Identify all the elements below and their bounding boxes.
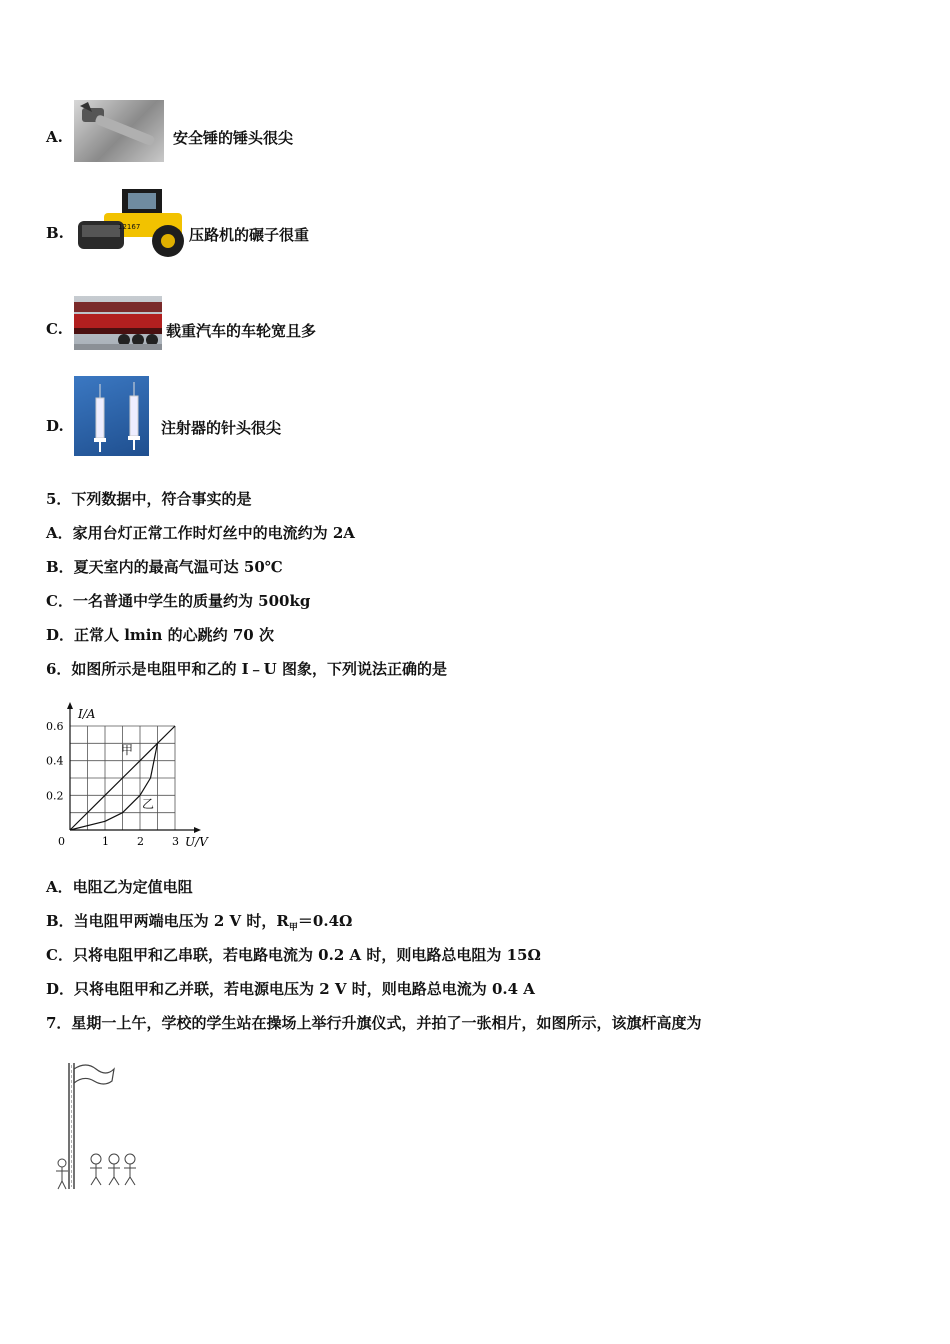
q6-option-d: D．只将电阻甲和乙并联，若电源电压为 2 V 时，则电路总电流为 0.4 A (46, 980, 535, 998)
option-label: B. (46, 224, 64, 242)
origin-label: 0 (58, 835, 65, 848)
option-text: 注射器的针头很尖 (161, 419, 282, 437)
option-text: 安全锤的锤头很尖 (173, 129, 294, 147)
y-axis-arrow (67, 702, 73, 709)
x-axis-arrow (194, 827, 201, 833)
y-tick-label: 0.2 (46, 789, 64, 803)
q7-stem: 7．星期一上午，学校的学生站在操场上举行升旗仪式，并拍了一张相片，如图所示，该旗杆高度为 (46, 1014, 702, 1032)
option-label: C. (46, 320, 63, 338)
flagpole-sketch (52, 1055, 144, 1195)
q6-option-b-text: B．当电阻甲两端电压为 2 V 时，R (46, 912, 289, 930)
heavy-truck-photo (74, 296, 162, 350)
y-axis-label: I/A (78, 707, 96, 721)
option-text: 载重汽车的车轮宽且多 (166, 322, 317, 340)
option-label: D. (46, 417, 64, 435)
q6-option-a: A．电阻乙为定值电阻 (46, 878, 193, 896)
q5-stem: 5．下列数据中，符合事实的是 (46, 490, 252, 508)
q6-option-b-subscript: 甲 (288, 923, 298, 933)
q5-option-c: C．一名普通中学生的质量约为 500kg (46, 592, 311, 610)
iu-graph (40, 700, 220, 855)
svg-text:12167: 12167 (118, 223, 141, 231)
q6-stem: 6．如图所示是电阻甲和乙的 I﹣U 图象，下列说法正确的是 (46, 660, 447, 678)
series-label-jia: 甲 (121, 743, 134, 757)
x-tick-label: 3 (172, 835, 179, 848)
option-text: 压路机的碾子很重 (189, 226, 310, 244)
q5-option-a: A．家用台灯正常工作时灯丝中的电流约为 2A (46, 524, 355, 542)
x-tick-label: 2 (137, 835, 144, 848)
x-tick-label: 1 (102, 835, 109, 848)
q6-option-b-value: ＝0.4Ω (297, 912, 353, 930)
option-label: A. (46, 128, 63, 146)
q6-option-b (46, 910, 352, 933)
q6-option-c: C．只将电阻甲和乙串联，若电路电流为 0.2 A 时，则电路总电阻为 15Ω (46, 946, 541, 964)
safety-hammer-photo (74, 100, 164, 162)
y-tick-label: 0.6 (46, 720, 64, 733)
q5-option-b: B．夏天室内的最高气温可达 50℃ (46, 558, 283, 576)
q5-option-d: D．正常人 lmin 的心跳约 70 次 (46, 626, 274, 644)
syringe-photo (74, 376, 149, 456)
x-axis-label: U/V (185, 835, 208, 849)
road-roller-photo (74, 185, 190, 260)
series-label-yi: 乙 (142, 797, 155, 811)
y-tick-label: 0.4 (46, 754, 64, 768)
